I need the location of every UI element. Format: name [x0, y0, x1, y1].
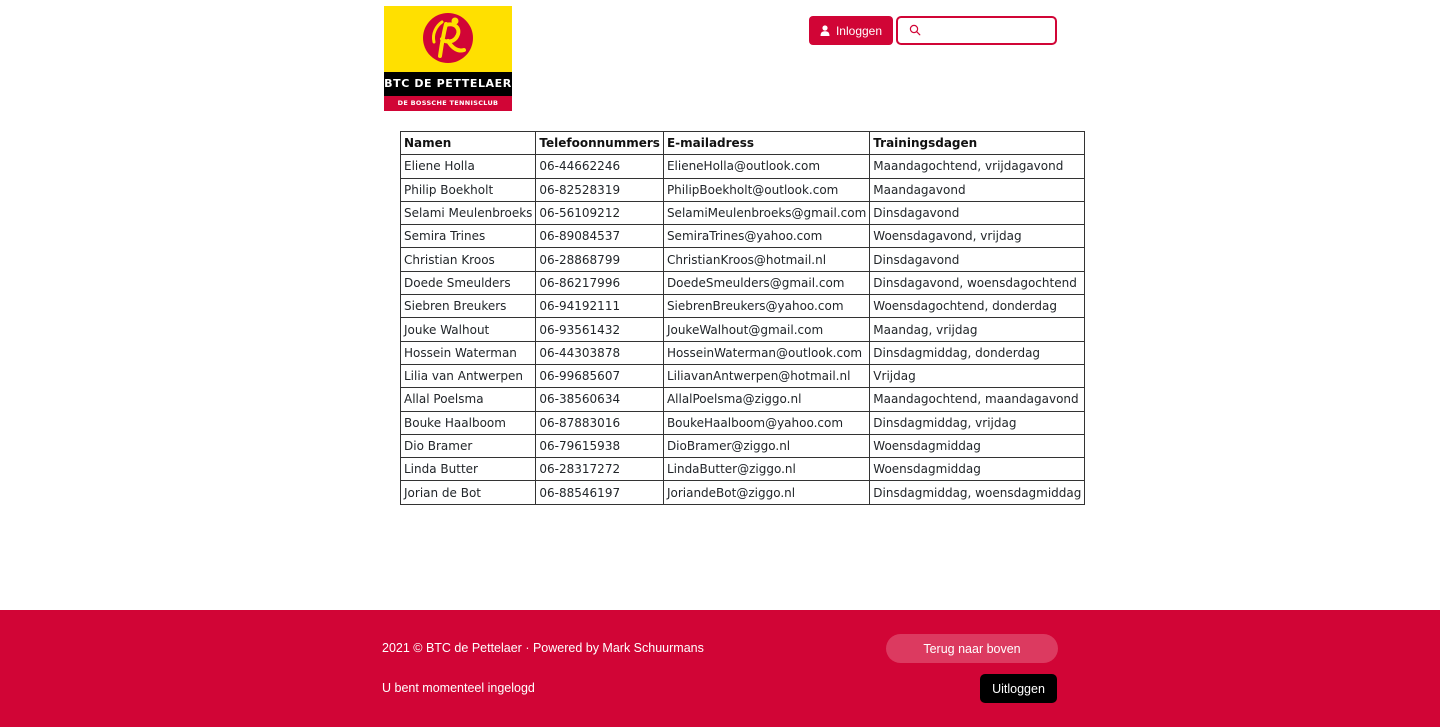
cell-training-days: Woensdagmiddag	[870, 434, 1085, 457]
table-row	[401, 178, 1085, 201]
table-row	[401, 458, 1085, 481]
cell-training-days: Dinsdagmiddag, donderdag	[870, 341, 1085, 364]
cell-phone: 06-99685607	[536, 364, 664, 387]
cell-training-days: Dinsdagmiddag, vrijdag	[870, 411, 1085, 434]
cell-training-days: Maandagochtend, vrijdagavond	[870, 155, 1085, 178]
search-box[interactable]	[896, 16, 1057, 45]
table-row	[401, 248, 1085, 271]
cell-name: Eliene Holla	[401, 155, 536, 178]
cell-email: HosseinWaterman@outlook.com	[663, 341, 869, 364]
cell-email: SemiraTrines@yahoo.com	[663, 225, 869, 248]
cell-name: Allal Poelsma	[401, 388, 536, 411]
cell-phone: 06-56109212	[536, 201, 664, 224]
table-row	[401, 295, 1085, 318]
cell-name: Semira Trines	[401, 225, 536, 248]
table-row	[401, 341, 1085, 364]
cell-email: DioBramer@ziggo.nl	[663, 434, 869, 457]
cell-email: JoriandeBot@ziggo.nl	[663, 481, 869, 504]
back-to-top-button[interactable]: Terug naar boven	[886, 634, 1058, 663]
club-name: BTC DE PETTELAER	[384, 72, 512, 96]
cell-email: JoukeWalhout@gmail.com	[663, 318, 869, 341]
cell-phone: 06-44303878	[536, 341, 664, 364]
cell-email: AllalPoelsma@ziggo.nl	[663, 388, 869, 411]
table-row	[401, 225, 1085, 248]
club-subtitle: DE BOSSCHE TENNISCLUB	[384, 96, 512, 111]
cell-name: Hossein Waterman	[401, 341, 536, 364]
cell-phone: 06-94192111	[536, 295, 664, 318]
search-icon	[909, 24, 921, 36]
cell-training-days: Maandag, vrijdag	[870, 318, 1085, 341]
cell-name: Jouke Walhout	[401, 318, 536, 341]
cell-name: Linda Butter	[401, 458, 536, 481]
table-row	[401, 434, 1085, 457]
cell-email: LiliavanAntwerpen@hotmail.nl	[663, 364, 869, 387]
table-row	[401, 411, 1085, 434]
table-row	[401, 155, 1085, 178]
cell-name: Christian Kroos	[401, 248, 536, 271]
cell-phone: 06-44662246	[536, 155, 664, 178]
cell-training-days: Maandagavond	[870, 178, 1085, 201]
cell-training-days: Dinsdagavond	[870, 248, 1085, 271]
cell-name: Bouke Haalboom	[401, 411, 536, 434]
column-header-email: E-mailadress	[663, 132, 869, 155]
cell-email: PhilipBoekholt@outlook.com	[663, 178, 869, 201]
club-logo[interactable]	[384, 6, 512, 111]
cell-phone: 06-93561432	[536, 318, 664, 341]
cell-phone: 06-79615938	[536, 434, 664, 457]
cell-phone: 06-88546197	[536, 481, 664, 504]
login-status-text: U bent momenteel ingelogd	[382, 681, 535, 695]
cell-name: Philip Boekholt	[401, 178, 536, 201]
cell-email: DoedeSmeulders@gmail.com	[663, 271, 869, 294]
table-row	[401, 271, 1085, 294]
cell-email: ChristianKroos@hotmail.nl	[663, 248, 869, 271]
cell-phone: 06-86217996	[536, 271, 664, 294]
members-table	[400, 131, 1085, 505]
cell-training-days: Woensdagmiddag	[870, 458, 1085, 481]
tennis-player-logo-icon	[422, 12, 474, 64]
cell-name: Siebren Breukers	[401, 295, 536, 318]
logout-button[interactable]: Uitloggen	[980, 674, 1057, 703]
table-row	[401, 388, 1085, 411]
cell-training-days: Woensdagochtend, donderdag	[870, 295, 1085, 318]
cell-name: Selami Meulenbroeks	[401, 201, 536, 224]
column-header-phones: Telefoonnummers	[536, 132, 664, 155]
table-row	[401, 318, 1085, 341]
cell-phone: 06-28317272	[536, 458, 664, 481]
table-row	[401, 201, 1085, 224]
column-header-training-days: Trainingsdagen	[870, 132, 1085, 155]
cell-name: Lilia van Antwerpen	[401, 364, 536, 387]
cell-training-days: Dinsdagavond, woensdagochtend	[870, 271, 1085, 294]
footer	[0, 610, 1440, 727]
cell-email: LindaButter@ziggo.nl	[663, 458, 869, 481]
cell-email: ElieneHolla@outlook.com	[663, 155, 869, 178]
table-row	[401, 364, 1085, 387]
table-header-row	[401, 132, 1085, 155]
table-row	[401, 481, 1085, 504]
user-icon	[820, 25, 830, 36]
cell-name: Doede Smeulders	[401, 271, 536, 294]
cell-phone: 06-38560634	[536, 388, 664, 411]
cell-training-days: Dinsdagmiddag, woensdagmiddag	[870, 481, 1085, 504]
cell-phone: 06-28868799	[536, 248, 664, 271]
cell-training-days: Woensdagavond, vrijdag	[870, 225, 1085, 248]
cell-email: SelamiMeulenbroeks@gmail.com	[663, 201, 869, 224]
cell-phone: 06-82528319	[536, 178, 664, 201]
cell-name: Jorian de Bot	[401, 481, 536, 504]
cell-email: SiebrenBreukers@yahoo.com	[663, 295, 869, 318]
cell-training-days: Dinsdagavond	[870, 201, 1085, 224]
cell-training-days: Maandagochtend, maandagavond	[870, 388, 1085, 411]
search-input[interactable]	[926, 20, 1054, 43]
cell-phone: 06-87883016	[536, 411, 664, 434]
cell-email: BoukeHaalboom@yahoo.com	[663, 411, 869, 434]
cell-name: Dio Bramer	[401, 434, 536, 457]
column-header-names: Namen	[401, 132, 536, 155]
login-button[interactable]	[809, 16, 893, 45]
copyright-text: 2021 © BTC de Pettelaer · Powered by Mark Schuurmans	[382, 641, 704, 655]
cell-phone: 06-89084537	[536, 225, 664, 248]
login-button-label: Inloggen	[835, 23, 883, 38]
cell-training-days: Vrijdag	[870, 364, 1085, 387]
